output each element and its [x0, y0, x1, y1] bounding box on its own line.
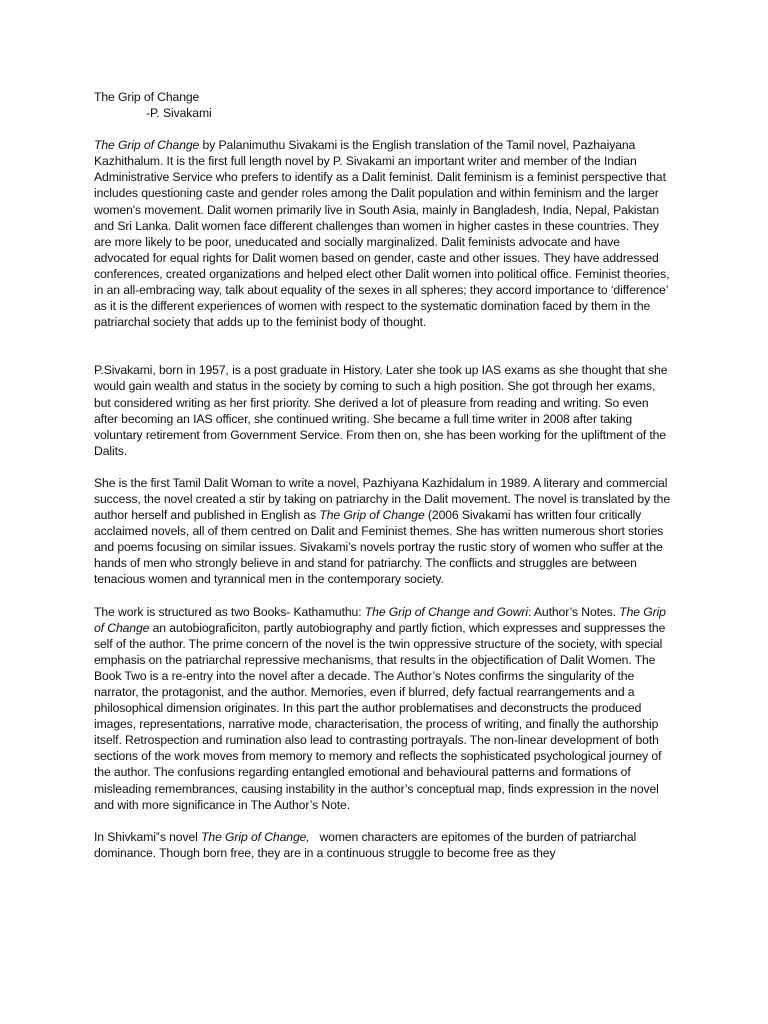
- paragraph-text: : Author’s Notes.: [527, 604, 620, 619]
- paragraph-text: women characters are epitomes of the burden of patriarchal dominance. Though born free, they are in a continuous struggle to become free as they: [94, 829, 640, 860]
- book-title-italic: The Grip of Change: [319, 508, 425, 523]
- paragraph-text: (2006 Sivakami has written four critically acclaimed novels, all of them centred on Dalit and Feminist themes. She has written numerous short stories and poems focusing on similar issues. Sivakami’s novels portray the rustic story of women who suffer at the hands of men who strongly believe in and stand for patriarchy. The conflicts and struggles are between tenacious women and tyrannical men in the contemporary society.: [94, 508, 664, 587]
- paragraph-women-characters: [94, 829, 674, 861]
- paragraph-text: She is the first Tamil Dalit Woman to write a novel, Pazhiyana Kazhidalum in 1989. A literary and commercial success, the novel created a stir by taking on patriarchy in the Dalit movement. The novel is translated by the author herself and published in English as: [94, 475, 671, 523]
- document-author: -P. Sivakami: [146, 106, 212, 121]
- paragraph-first-novel: [94, 475, 674, 588]
- paragraph-text: by Palanimuthu Sivakami is the English translation of the Tamil novel, Pazhaiyana Kazhithalum. It is the first full length novel by P. Sivakami an important writer and member of the Indian Administrative Service who prefers to identify as a Dalit feminist. Dalit feminism is a feminist perspective that includes questioning caste and gender roles among the Dalit population and within feminism and the larger women's movement. Dalit women primarily live in South Asia, mainly in Bangladesh, India, Nepal, Pakistan and Sri Lanka. Dalit women face different challenges than women in higher castes in these countries. They are more likely to be poor, uneducated and socially marginalized. Dalit feminists advocate and have advocated for equal rights for Dalit women based on gender, caste and other issues. They have addressed conferences, created organizations and helped elect other Dalit women into political office. Feminist theories, in an all-embracing way, talk about equality of the sexes in all spheres; they accord importance to ‘difference’ as it is the different experiences of women with respect to the systematic domination faced by them in the patriarchal society that adds up to the feminist body of thought.: [94, 138, 670, 330]
- paragraph-text: In Shivkami‟s novel: [94, 829, 202, 844]
- paragraph-text: an autobiograficiton, partly autobiography and partly fiction, which expresses and suppresses the self of the author. The prime concern of the novel is the twin oppressive structure of the society, with special emphasis on the patriarchal repressive mechanisms, that results in the objectification of Dalit Women. The Book Two is a re-entry into the novel after a decade. The Author’s Notes confirms the singularity of the narrator, the protagonist, and the author. Memories, even if blurred, defy factual rearrangements and a philosophical dimension originates. In this part the author problematises and deconstructs the produced images, representations, narrative mode, characterisation, the process of writing, and finally the authorship itself. Retrospection and rumination also lead to contrasting portrayals. The non-linear development of both sections of the work moves from memory to memory and reflects the sophisticated psychological journey of the author. The confusions regarding entangled emotional and behavioural patterns and formations of misleading remembrances, causing instability in the author’s conceptual map, finds expression in the novel and with more significance in The Author’s Note.: [94, 620, 666, 812]
- document-body: [94, 89, 674, 877]
- paragraph-text: The work is structured as two Books- Kathamuthu:: [94, 604, 365, 619]
- document-title: The Grip of Change: [94, 90, 200, 104]
- book-title-italic: The Grip of Change,: [201, 829, 310, 844]
- paragraph-structure: [94, 604, 674, 813]
- book-title-italic: The Grip of Change and Gowri: [364, 604, 528, 619]
- paragraph-intro: [94, 137, 674, 330]
- book-title-italic: The Grip of Change: [94, 604, 666, 635]
- book-title-italic: The Grip of Change: [94, 138, 200, 153]
- paragraph-biography: P.Sivakami, born in 1957, is a post graduate in History. Later she took up IAS exams as she thought that she would gain wealth and status in the society by coming to such a high position. She got through her exams, but considered writing as her first priority. She derived a lot of pleasure from reading and writing. So even after becoming an IAS officer, she continued writing. She became a full time writer in 2008 after taking voluntary retirement from Government Service. From then on, she has been working for the upliftment of the Dalits.: [94, 363, 668, 458]
- paragraph-spacer: [94, 346, 674, 362]
